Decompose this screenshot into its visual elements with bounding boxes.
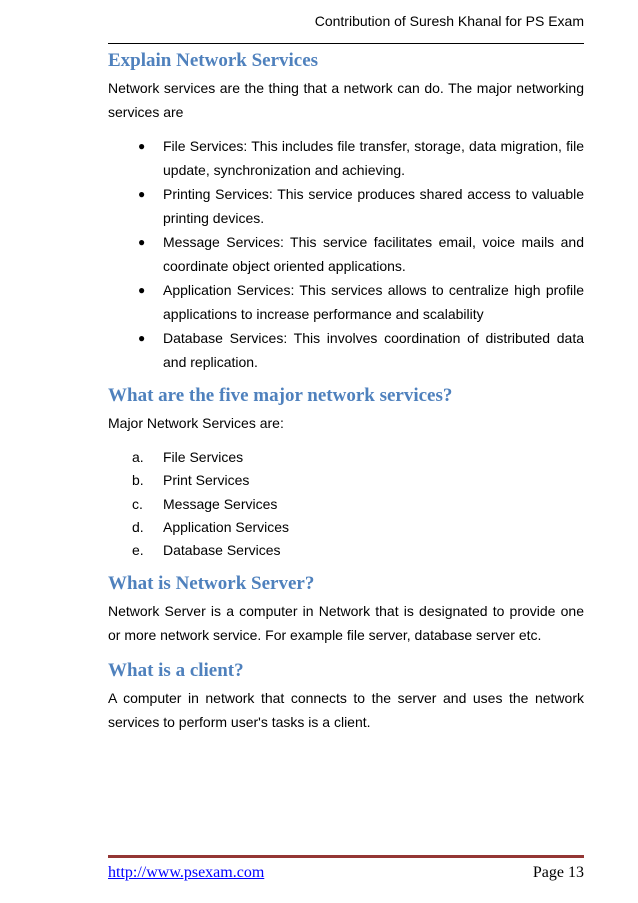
- bullet-icon: ●: [138, 331, 146, 345]
- list-item: e. Database Services: [132, 542, 281, 559]
- section-heading: Explain Network Services: [108, 50, 319, 71]
- list-item: ● Database Services: This involves coordination of distributed data and replication.: [108, 326, 584, 374]
- section-intro: Network services are the thing that a network can do. The major networking services are: [108, 80, 584, 120]
- list-item: a. File Services: [132, 449, 244, 465]
- section-heading: What is a client?: [108, 660, 244, 682]
- header-title: Contribution of Suresh Khanal for PS Exam: [314, 13, 584, 29]
- section-network-services: [108, 48, 584, 374]
- bullet-icon: ●: [138, 283, 146, 297]
- bullet-list: [108, 134, 584, 374]
- bullet-icon: ●: [138, 187, 146, 201]
- list-item: c. Message Services: [132, 495, 278, 512]
- bullet-icon: ●: [138, 235, 146, 249]
- list-item: d. Application Services: [132, 518, 290, 535]
- section-heading: What are the five major network services?: [108, 385, 453, 406]
- list-item: ● Message Services: This service facilitates email, voice mails and coordinate object oriented applications.: [108, 230, 584, 278]
- page-number: Page 13: [532, 864, 584, 881]
- list-item: b. Print Services: [132, 472, 250, 489]
- section-body: Network Server is a computer in Network that is designated to provide one or more network service. For example file server, database server etc.: [108, 603, 584, 644]
- list-item: ● Application Services: This services allows to centralize high profile applications to increase performance and scalability: [108, 278, 584, 326]
- footer-link[interactable]: http://www.psexam.com: [108, 864, 265, 881]
- bullet-icon: ●: [138, 139, 146, 153]
- page-header: [108, 0, 584, 44]
- lettered-list: [108, 446, 584, 562]
- list-item: ● Printing Services: This service produces shared access to valuable printing devices.: [108, 182, 584, 230]
- section-five-major-services: [108, 383, 584, 562]
- section-network-server: [108, 571, 584, 647]
- page-content: [108, 48, 584, 734]
- list-item: ● File Services: This includes file transfer, storage, data migration, file update, synchronization and achieving.: [108, 134, 584, 182]
- page-footer: [108, 855, 584, 885]
- section-intro: Major Network Services are:: [108, 415, 284, 431]
- section-body: A computer in network that connects to the server and uses the network services to perform user's tasks is a client.: [108, 690, 584, 731]
- section-heading: What is Network Server?: [108, 573, 315, 595]
- section-client: [108, 658, 584, 734]
